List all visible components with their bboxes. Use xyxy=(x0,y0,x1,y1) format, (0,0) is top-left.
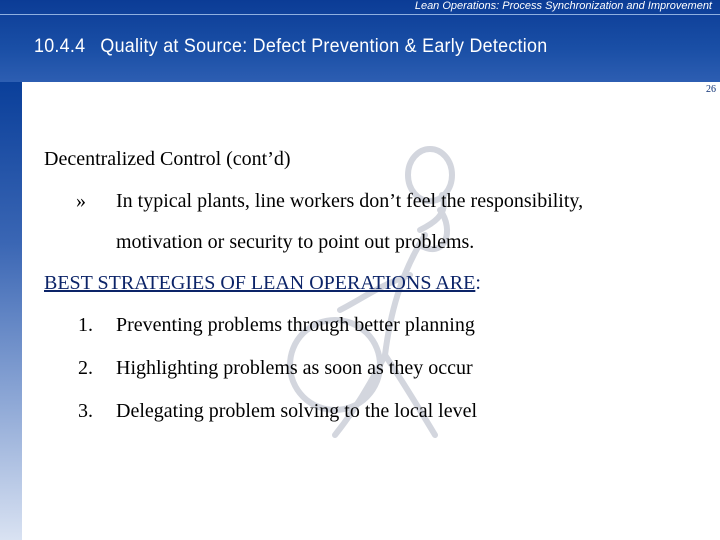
bullet-marker: » xyxy=(76,190,86,212)
slide-title-text: Quality at Source: Defect Prevention & Early Detection xyxy=(100,36,548,57)
slide-section-number: 10.4.4 xyxy=(34,36,86,57)
slide-title xyxy=(34,34,547,60)
header-band xyxy=(0,0,720,82)
list-item-text: Highlighting problems as soon as they occur xyxy=(116,357,473,379)
list-item-number: 1. xyxy=(78,314,93,336)
list-item-text: Delegating problem solving to the local level xyxy=(116,400,478,422)
strategies-heading-text: BEST STRATEGIES OF LEAN OPERATIONS ARE xyxy=(44,272,476,294)
list-item-text: Preventing problems through better planning xyxy=(116,314,475,336)
header-divider xyxy=(0,14,720,15)
bullet-text-line-1: In typical plants, line workers don’t feel the responsibility, xyxy=(116,190,584,212)
left-gradient-bar xyxy=(0,82,22,540)
list-item-number: 2. xyxy=(78,357,93,379)
list-item-number: 3. xyxy=(78,400,93,422)
page-number: 26 xyxy=(706,84,716,95)
running-header: Lean Operations: Process Synchronization and Improvement xyxy=(414,0,712,12)
bullet-text-line-2: motivation or security to point out problems. xyxy=(116,231,475,253)
strategies-heading xyxy=(44,271,481,295)
section-heading: Decentralized Control (cont’d) xyxy=(44,148,291,170)
strategies-heading-colon: : xyxy=(475,272,481,294)
